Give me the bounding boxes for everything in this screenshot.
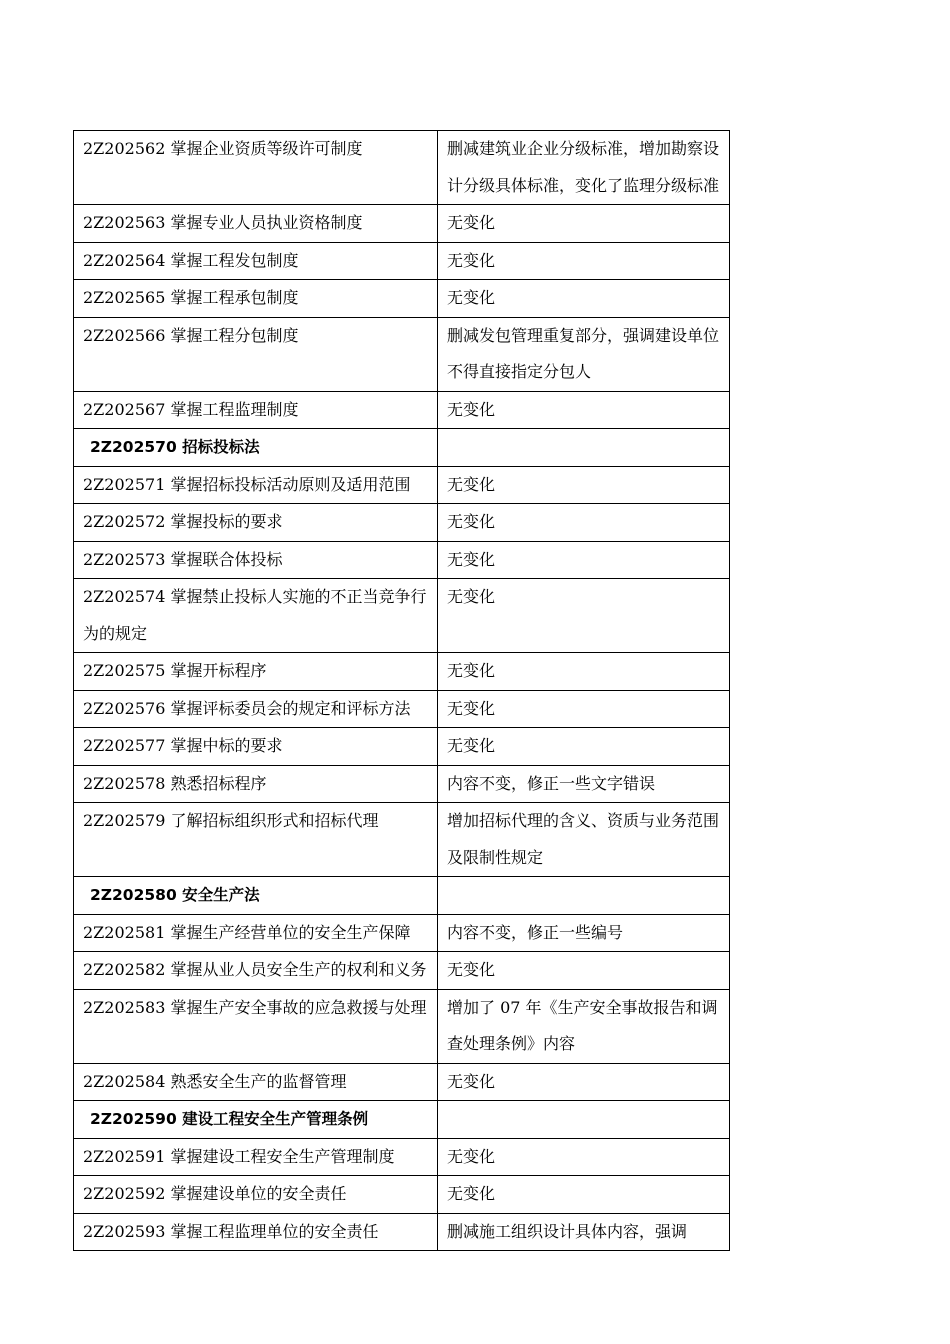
topic-cell: 2Z202583 掌握生产安全事故的应急救援与处理: [74, 989, 438, 1063]
document-table: [73, 130, 730, 1251]
topic-cell: 2Z202578 熟悉招标程序: [74, 765, 438, 803]
table-row: [74, 1138, 730, 1176]
change-description-cell: 无变化: [438, 391, 730, 429]
topic-cell: 2Z202593 掌握工程监理单位的安全责任: [74, 1213, 438, 1251]
change-description-cell: 无变化: [438, 1176, 730, 1214]
table-row: [74, 280, 730, 318]
change-description-cell: 无变化: [438, 205, 730, 243]
table-row: [74, 952, 730, 990]
change-description-cell: 删减施工组织设计具体内容，强调: [438, 1213, 730, 1251]
change-description-cell: 无变化: [438, 579, 730, 653]
change-description-cell: 无变化: [438, 280, 730, 318]
topic-cell: 2Z202582 掌握从业人员安全生产的权利和义务: [74, 952, 438, 990]
change-description-cell: 无变化: [438, 653, 730, 691]
table-row: [74, 131, 730, 205]
document-table-body: [74, 131, 730, 1251]
section-header-row: [74, 1101, 730, 1139]
topic-cell: 2Z202576 掌握评标委员会的规定和评标方法: [74, 690, 438, 728]
topic-cell: 2Z202565 掌握工程承包制度: [74, 280, 438, 318]
change-description-cell: 增加了 07 年《生产安全事故报告和调查处理条例》内容: [438, 989, 730, 1063]
section-header-row: [74, 429, 730, 467]
change-description-cell: 内容不变，修正一些文字错误: [438, 765, 730, 803]
table-row: [74, 242, 730, 280]
change-description-cell: [438, 877, 730, 915]
section-title-cell: 2Z202590 建设工程安全生产管理条例: [74, 1101, 438, 1139]
table-row: [74, 1063, 730, 1101]
table-row: [74, 579, 730, 653]
change-description-cell: 无变化: [438, 541, 730, 579]
table-row: [74, 466, 730, 504]
table-row: [74, 1213, 730, 1251]
topic-cell: 2Z202572 掌握投标的要求: [74, 504, 438, 542]
section-header-row: [74, 877, 730, 915]
table-row: [74, 803, 730, 877]
topic-cell: 2Z202567 掌握工程监理制度: [74, 391, 438, 429]
change-description-cell: 增加招标代理的含义、资质与业务范围及限制性规定: [438, 803, 730, 877]
change-description-cell: 无变化: [438, 1063, 730, 1101]
change-description-cell: 无变化: [438, 952, 730, 990]
topic-cell: 2Z202566 掌握工程分包制度: [74, 317, 438, 391]
change-description-cell: 无变化: [438, 690, 730, 728]
section-title-cell: 2Z202580 安全生产法: [74, 877, 438, 915]
section-title-cell: 2Z202570 招标投标法: [74, 429, 438, 467]
topic-cell: 2Z202577 掌握中标的要求: [74, 728, 438, 766]
topic-cell: 2Z202562 掌握企业资质等级许可制度: [74, 131, 438, 205]
topic-cell: 2Z202574 掌握禁止投标人实施的不正当竞争行为的规定: [74, 579, 438, 653]
change-description-cell: 无变化: [438, 728, 730, 766]
topic-cell: 2Z202575 掌握开标程序: [74, 653, 438, 691]
topic-cell: 2Z202592 掌握建设单位的安全责任: [74, 1176, 438, 1214]
change-description-cell: 内容不变，修正一些编号: [438, 914, 730, 952]
topic-cell: 2Z202579 了解招标组织形式和招标代理: [74, 803, 438, 877]
topic-cell: 2Z202591 掌握建设工程安全生产管理制度: [74, 1138, 438, 1176]
table-row: [74, 205, 730, 243]
table-row: [74, 1176, 730, 1214]
table-row: [74, 317, 730, 391]
table-row: [74, 391, 730, 429]
topic-cell: 2Z202563 掌握专业人员执业资格制度: [74, 205, 438, 243]
change-description-cell: 无变化: [438, 1138, 730, 1176]
topic-cell: 2Z202573 掌握联合体投标: [74, 541, 438, 579]
topic-cell: 2Z202584 熟悉安全生产的监督管理: [74, 1063, 438, 1101]
table-row: [74, 989, 730, 1063]
change-description-cell: [438, 429, 730, 467]
table-row: [74, 914, 730, 952]
table-row: [74, 765, 730, 803]
topic-cell: 2Z202564 掌握工程发包制度: [74, 242, 438, 280]
change-description-cell: 删减发包管理重复部分，强调建设单位不得直接指定分包人: [438, 317, 730, 391]
table-row: [74, 653, 730, 691]
topic-cell: 2Z202571 掌握招标投标活动原则及适用范围: [74, 466, 438, 504]
topic-cell: 2Z202581 掌握生产经营单位的安全生产保障: [74, 914, 438, 952]
change-description-cell: [438, 1101, 730, 1139]
table-row: [74, 728, 730, 766]
table-row: [74, 690, 730, 728]
change-description-cell: 删减建筑业企业分级标准，增加勘察设计分级具体标准，变化了监理分级标准: [438, 131, 730, 205]
change-description-cell: 无变化: [438, 242, 730, 280]
change-description-cell: 无变化: [438, 504, 730, 542]
table-row: [74, 541, 730, 579]
table-row: [74, 504, 730, 542]
change-description-cell: 无变化: [438, 466, 730, 504]
